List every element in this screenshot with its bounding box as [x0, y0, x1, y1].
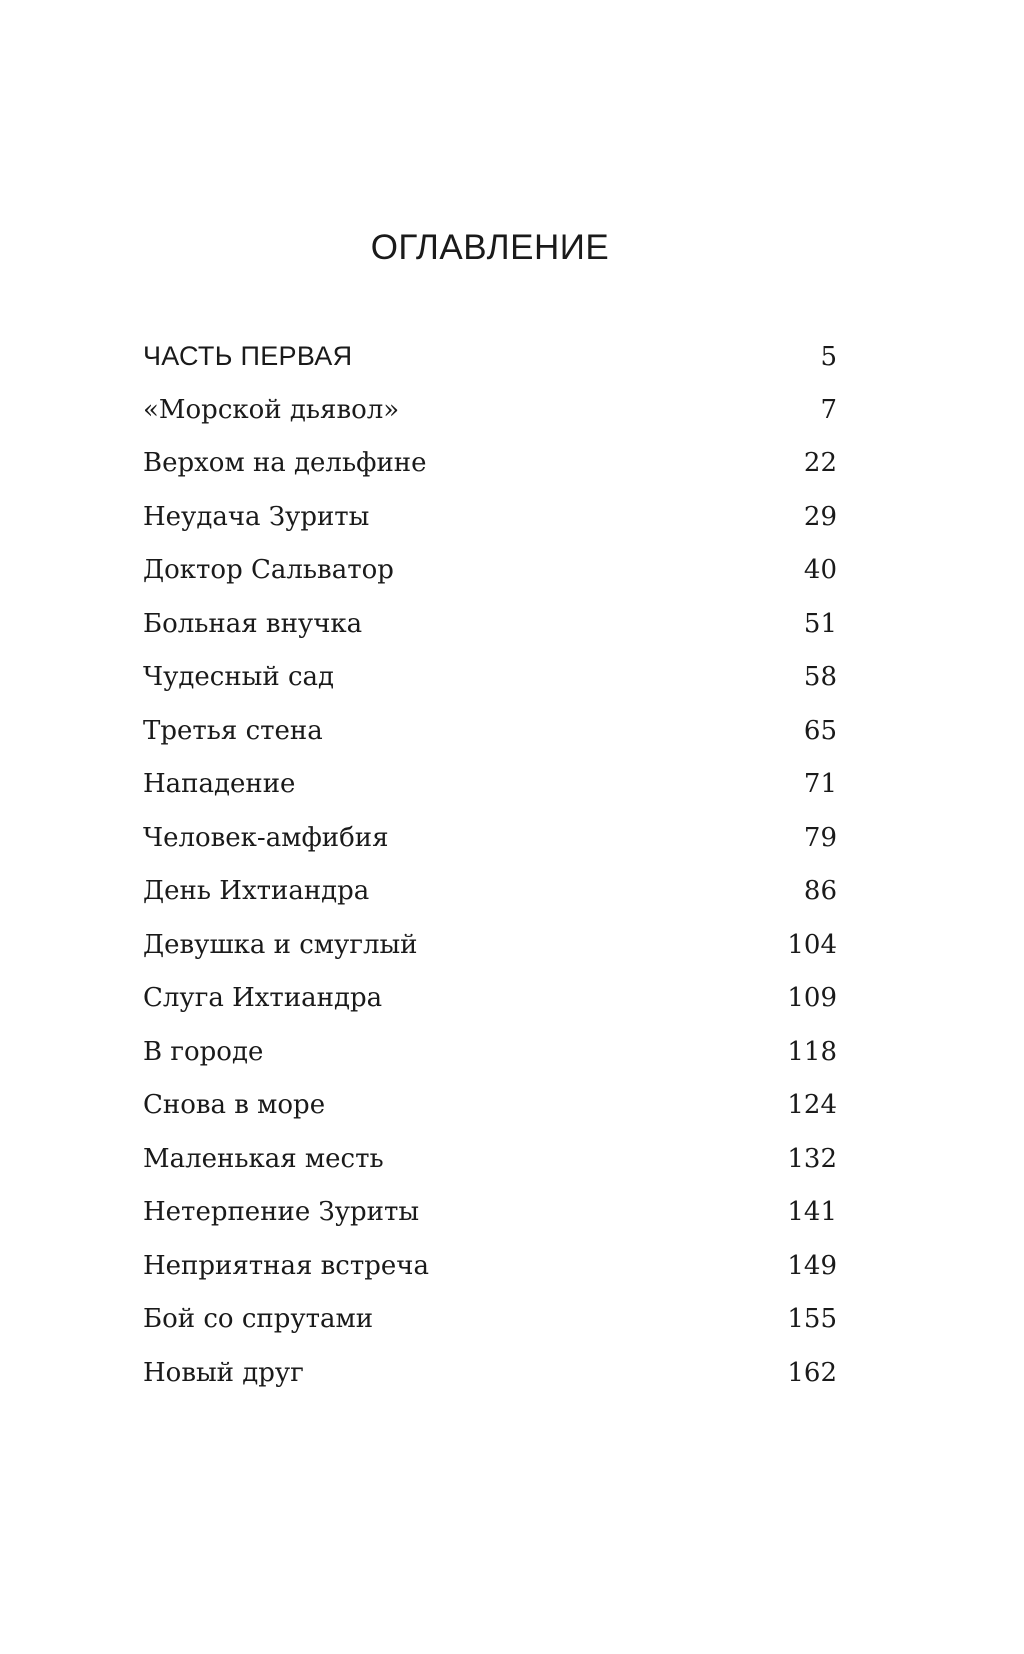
toc-entry-label: Неприятная встреча [143, 1250, 429, 1281]
toc-entry-page: 141 [787, 1197, 837, 1227]
toc-entry-page: 51 [803, 608, 837, 639]
toc-entry [143, 1293, 837, 1347]
toc-entry [143, 651, 837, 705]
toc-entry-page: 22 [803, 448, 837, 478]
toc-list [143, 330, 837, 1400]
toc-entry [143, 437, 837, 491]
toc-entry-label: Новый друг [143, 1357, 304, 1388]
toc-entry [143, 972, 837, 1026]
toc-entry-label: Неудача Зуриты [143, 501, 370, 532]
toc-entry-label: ЧАСТЬ ПЕРВАЯ [143, 341, 353, 371]
toc-entry-label: Чудесный сад [143, 662, 335, 692]
toc-entry-page: 118 [787, 1036, 837, 1067]
toc-entry-page: 124 [787, 1090, 837, 1120]
toc-entry [143, 705, 837, 759]
toc-entry [143, 919, 837, 973]
toc-entry-page: 71 [803, 769, 837, 799]
toc-entry-page: 132 [787, 1143, 837, 1174]
toc-entry-label: День Ихтиандра [143, 876, 370, 906]
toc-entry-page: 58 [803, 662, 837, 692]
toc-entry [143, 1347, 837, 1401]
toc-title: ОГЛАВЛЕНИЕ [370, 228, 610, 267]
toc-entry-label: В городе [143, 1036, 264, 1067]
toc-entry [143, 812, 837, 866]
toc-entry [143, 1133, 837, 1187]
toc-entry-page: 7 [820, 394, 837, 425]
toc-entry [143, 598, 837, 652]
toc-entry-label: Маленькая месть [143, 1143, 384, 1174]
toc-entry [143, 758, 837, 812]
toc-entry [143, 1240, 837, 1294]
toc-entry-page: 162 [787, 1357, 837, 1388]
toc-entry-label: Третья стена [143, 715, 323, 746]
toc-entry [143, 384, 837, 438]
toc-entry [143, 1026, 837, 1080]
toc-entry-page: 155 [787, 1304, 837, 1334]
toc-entry-label: Нетерпение Зуриты [143, 1197, 420, 1227]
toc-entry-page: 5 [820, 342, 837, 372]
toc-entry [143, 1186, 837, 1240]
toc-entry-page: 29 [803, 501, 837, 532]
toc-entry-page: 86 [803, 876, 837, 906]
toc-entry-label: «Морской дьявол» [143, 394, 400, 425]
toc-entry-label: Человек-амфибия [143, 822, 389, 853]
toc-entry [143, 1079, 837, 1133]
toc-entry-page: 79 [803, 822, 837, 853]
toc-entry-page: 109 [787, 983, 837, 1013]
toc-entry [143, 491, 837, 545]
toc-entry-page: 104 [787, 929, 837, 960]
toc-entry-label: Слуга Ихтиандра [143, 983, 383, 1013]
toc-entry [143, 330, 837, 384]
toc-entry [143, 544, 837, 598]
toc-entry-label: Доктор Сальватор [143, 555, 394, 585]
toc-entry-label: Девушка и смуглый [143, 929, 418, 960]
toc-entry [143, 865, 837, 919]
toc-entry-page: 65 [803, 715, 837, 746]
toc-entry-label: Больная внучка [143, 608, 363, 639]
toc-entry-page: 149 [787, 1250, 837, 1281]
toc-entry-label: Снова в море [143, 1090, 326, 1120]
toc-entry-label: Нападение [143, 769, 296, 799]
toc-entry-label: Верхом на дельфине [143, 448, 427, 478]
toc-entry-label: Бой со спрутами [143, 1304, 374, 1334]
toc-entry-page: 40 [803, 555, 837, 585]
